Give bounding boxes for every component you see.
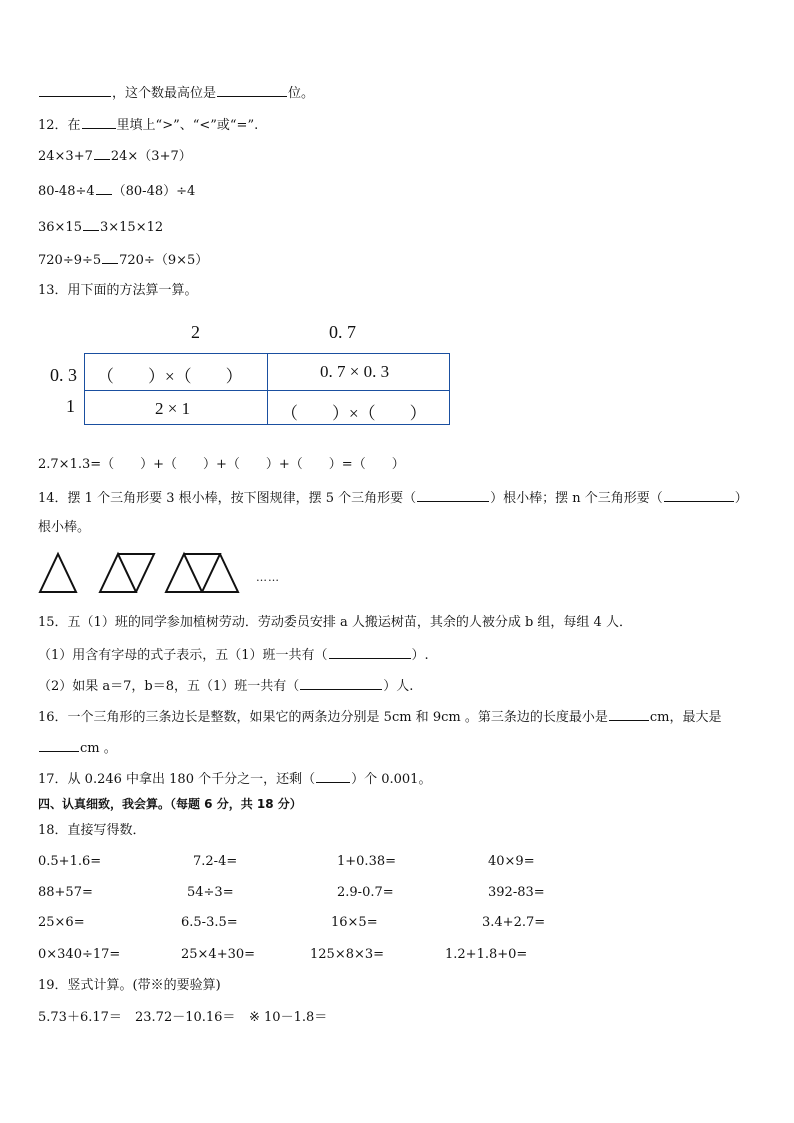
top-label-0.7: 0. 7 — [329, 322, 356, 342]
left-label-0.3: 0. 3 — [50, 365, 77, 385]
area-model-table — [84, 353, 450, 425]
answer-blank[interactable] — [664, 488, 734, 502]
q13-equation[interactable]: 2.7×1.3=（ ）+（ ）+（ ）+（ ）=（ ） — [38, 457, 405, 472]
cell-bottom-left: 2 × 1 — [155, 399, 191, 418]
expr: 3.4+2.7= — [482, 915, 546, 930]
q12-item-1: 24×3+7 24×（3+7） — [38, 146, 192, 166]
answer-blank[interactable] — [609, 707, 649, 721]
expr: 25×6= — [38, 915, 85, 930]
ellipsis: …… — [256, 571, 280, 584]
answer-blank[interactable] — [217, 83, 287, 97]
table-divider — [85, 390, 449, 391]
answer-blank[interactable] — [329, 645, 411, 659]
q15-stem: 15．五（1）班的同学参加植树劳动．劳动委员安排 a 人搬运树苗，其余的人被分成 b 组，每组 4 人． — [38, 615, 632, 630]
compare-blank[interactable] — [96, 181, 112, 195]
q15-part1: （1）用含有字母的式子表示，五（1）班一共有（ ）. — [38, 645, 429, 665]
cell-top-left[interactable]: （ ）×（ ） — [97, 367, 243, 386]
expr: 88+57= — [38, 885, 93, 900]
compare-blank[interactable] — [83, 217, 99, 231]
triangle-three-icon — [166, 554, 238, 592]
answer-blank[interactable] — [39, 738, 79, 752]
q11-tail-line: ，这个数最高位是 位。 — [38, 83, 314, 103]
q12-item-3: 36×15 3×15×12 — [38, 217, 163, 237]
triangle-one-icon — [40, 554, 76, 592]
expr: 1.2+1.8+0= — [445, 947, 528, 962]
answer-blank[interactable] — [39, 83, 111, 97]
answer-blank[interactable] — [300, 676, 382, 690]
top-label-2: 2 — [191, 322, 200, 342]
q12-item-4: 720÷9÷5 720÷（9×5） — [38, 250, 208, 270]
q16-line2: cm 。 — [38, 738, 117, 758]
triangle-two-icon — [100, 554, 154, 592]
expr: 2.9-0.7= — [337, 885, 394, 900]
answer-blank[interactable] — [417, 488, 489, 502]
q16-line1: 16．一个三角形的三条边长是整数，如果它的两条边分别是 5cm 和 9cm 。第三条边的长度最小是 cm，最大是 — [38, 707, 721, 727]
blank-sample — [82, 115, 116, 129]
q18-title: 18．直接写得数． — [38, 823, 146, 838]
q15-part2: （2）如果 a＝7，b＝8，五（1）班一共有（ ）人. — [38, 676, 413, 696]
section-4-heading: 四、认真细致，我会算。（每题 6 分，共 18 分） — [38, 797, 302, 811]
q12-item-2: 80-48÷4 （80-48）÷4 — [38, 181, 195, 201]
expr: 0×340÷17= — [38, 947, 121, 962]
answer-blank[interactable] — [316, 769, 350, 783]
q14-line1: 14．摆 1 个三角形要 3 根小棒，按下图规律，摆 5 个三角形要（ ）根小棒；摆 n 个三角形要（ ） — [38, 488, 748, 508]
expr: 0.5+1.6= — [38, 854, 102, 869]
vertical-calc-item: ※ 10－1.8＝ — [249, 1010, 328, 1025]
vertical-calc-item: 23.72－10.16＝ — [135, 1010, 236, 1025]
cell-bottom-right[interactable]: （ ）×（ ） — [281, 404, 427, 423]
expr: 16×5= — [331, 915, 378, 930]
expr: 125×8×3= — [310, 947, 385, 962]
compare-blank[interactable] — [102, 250, 118, 264]
q19-title: 19．竖式计算。(带※的要验算) — [38, 978, 221, 993]
table-divider — [267, 354, 268, 424]
expr: 6.5-3.5= — [181, 915, 238, 930]
left-label-1: 1 — [66, 396, 75, 416]
cell-top-right: 0. 7 × 0. 3 — [320, 362, 390, 381]
expr: 1+0.38= — [337, 854, 397, 869]
expr: 40×9= — [488, 854, 535, 869]
expr: 392-83= — [488, 885, 545, 900]
q12-title: 12．在 里填上“>”、“<”或“=”. — [38, 115, 258, 135]
compare-blank[interactable] — [94, 146, 110, 160]
expr: 54÷3= — [187, 885, 234, 900]
vertical-calc-item: 5.73＋6.17＝ — [38, 1010, 122, 1025]
expr: 25×4+30= — [181, 947, 256, 962]
expr: 7.2-4= — [193, 854, 238, 869]
triangle-pattern-figure — [36, 550, 256, 596]
q17-line: 17．从 0.246 中拿出 180 个千分之一，还剩（ ）个 0.001。 — [38, 769, 431, 789]
q14-line2: 根小棒。 — [38, 520, 91, 535]
q13-title: 13．用下面的方法算一算。 — [38, 283, 198, 298]
